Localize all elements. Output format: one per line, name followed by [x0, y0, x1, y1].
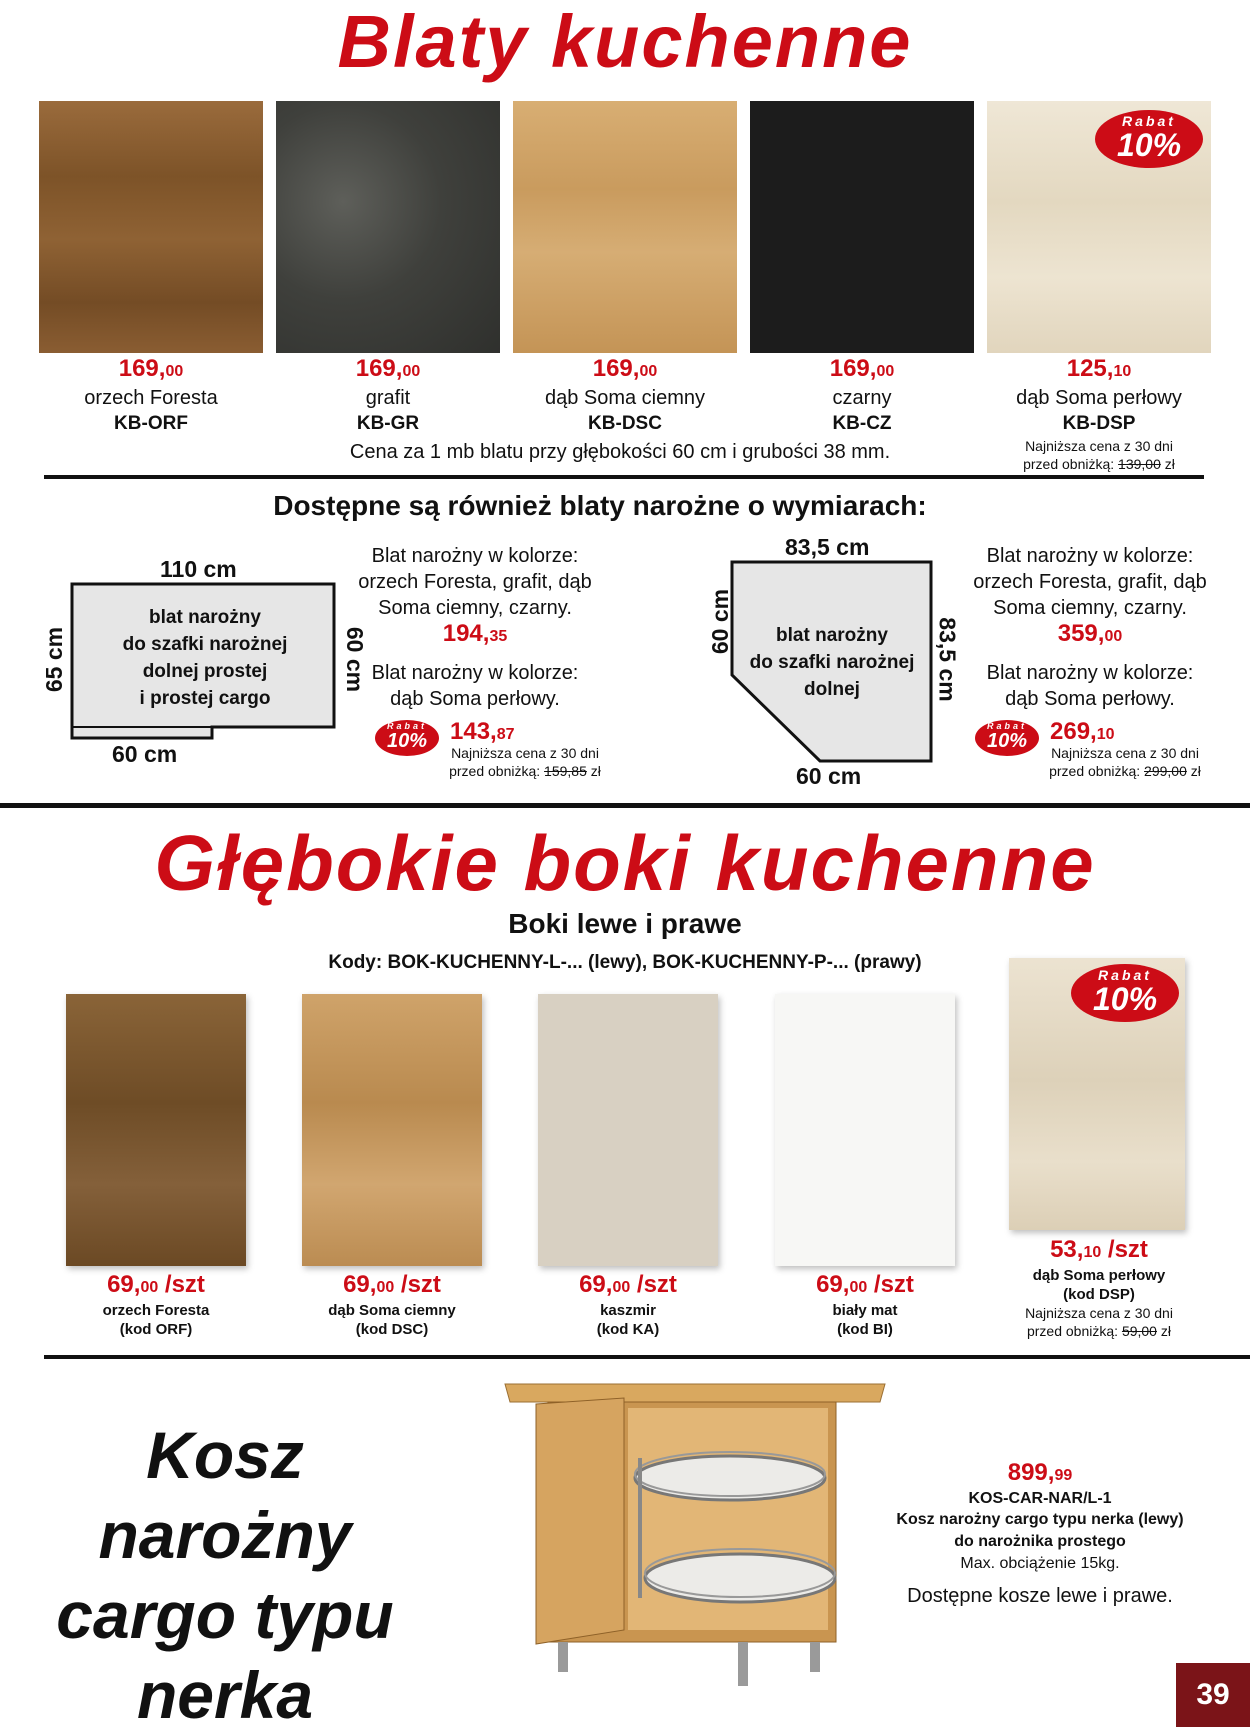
side-panel-orzech-foresta [66, 994, 246, 1266]
discount-badge: Rabat 10% [1095, 110, 1203, 168]
dim-right-left: 60 cm [342, 626, 369, 693]
corner-right-lowest: Najniższa cena z 30 dni przed obniżką: 299,00 zł [1049, 745, 1201, 779]
basket-title: Kosz narożny cargo typu nerka [56, 1418, 394, 1727]
side-panel-dab-soma-ciemny [302, 994, 482, 1266]
discount-badge-corner-right: Rabat 10% [975, 720, 1039, 756]
dim-left-right: 60 cm [707, 588, 734, 655]
corner-left-desc: Blat narożny w kolorze: orzech Foresta, grafit, dąb Soma ciemny, czarny. 194,35 Blat narożny w kolorze: dąb Soma perłowy. [358, 545, 592, 710]
swatch-orzech-foresta [39, 101, 263, 353]
side-price-bi: 69,00 /szt biały mat (kod BI) [816, 1271, 914, 1338]
side-price-ka: 69,00 /szt kaszmir (kod KA) [579, 1271, 677, 1338]
price-note: Cena za 1 mb blatu przy głębokości 60 cm i grubości 38 mm. [349, 441, 891, 463]
countertop-price-cz: 169,00 czarny KB-CZ [829, 355, 895, 434]
corner-left-label: blat narożny do szafki narożnej dolnej prostej i prostej cargo [122, 607, 288, 709]
sides-codes: Kody: BOK-KUCHENNY-L-... (lewy), BOK-KUCHENNY-P-... (prawy) [328, 952, 922, 973]
side-price-dsc: 69,00 /szt dąb Soma ciemny (kod DSC) [328, 1271, 456, 1338]
discount-badge-corner-left: Rabat 10% [375, 720, 439, 756]
corner-right-label: blat narożny do szafki narożnej dolnej [749, 625, 915, 700]
dim-right-right: 83,5 cm [934, 617, 961, 702]
corner-heading: Dostępne są również blaty narożne o wymiarach: [273, 490, 927, 521]
countertop-price-dsc: 169,00 dąb Soma ciemny KB-DSC [544, 355, 706, 434]
dim-top-right: 83,5 cm [785, 534, 870, 560]
dim-left-left: 65 cm [41, 626, 68, 693]
discount-badge-sides: Rabat 10% [1071, 964, 1179, 1022]
sides-subtitle: Boki lewe i prawe [508, 908, 742, 939]
countertop-price-gr: 169,00 grafit KB-GR [355, 355, 421, 434]
divider [44, 1355, 1250, 1359]
page-title: Blaty kuchenne [337, 0, 913, 83]
side-price-dsp: 53,10 /szt dąb Soma perłowy (kod DSP) Najniższa cena z 30 dni przed obniżką: 59,00 zł [1025, 1236, 1173, 1339]
corner-right-desc: Blat narożny w kolorze: orzech Foresta, grafit, dąb Soma ciemny, czarny. 359,00 Blat narożny w kolorze: dąb Soma perłowy. [973, 545, 1207, 710]
swatch-dab-soma-ciemny [513, 101, 737, 353]
countertop-price-dsp: 125,10 dąb Soma perłowy KB-DSP Najniższa cena z 30 dni przed obniżką: 139,00 zł [1016, 355, 1182, 472]
basket-cabinet-image [500, 1378, 890, 1690]
corner-left-price2: 143,87 [450, 718, 515, 745]
corner-left-lowest: Najniższa cena z 30 dni przed obniżką: 159,85 zł [449, 745, 601, 779]
side-panel-kaszmir [538, 994, 718, 1266]
divider [44, 475, 1204, 479]
swatch-czarny [750, 101, 974, 353]
page-number: 39 [1176, 1663, 1250, 1727]
swatch-grafit [276, 101, 500, 353]
dim-bottom-right: 60 cm [796, 763, 862, 789]
sides-title: Głębokie boki kuchenne [154, 819, 1096, 907]
corner-right-price2: 269,10 [1050, 718, 1115, 745]
side-panel-bialy-mat [775, 994, 955, 1266]
divider [0, 803, 1250, 808]
dim-bottom-left: 60 cm [112, 741, 178, 767]
basket-info: 899,99 KOS-CAR-NAR/L-1 Kosz narożny cargo typu nerka (lewy) do narożnika prostego Max. obciążenie 15kg. Dostępne kosze lewe i prawe. [896, 1459, 1184, 1607]
dim-top-left: 110 cm [160, 556, 237, 582]
countertop-price-orf: 169,00 orzech Foresta KB-ORF [84, 355, 218, 434]
side-price-orf: 69,00 /szt orzech Foresta (kod ORF) [102, 1271, 210, 1338]
